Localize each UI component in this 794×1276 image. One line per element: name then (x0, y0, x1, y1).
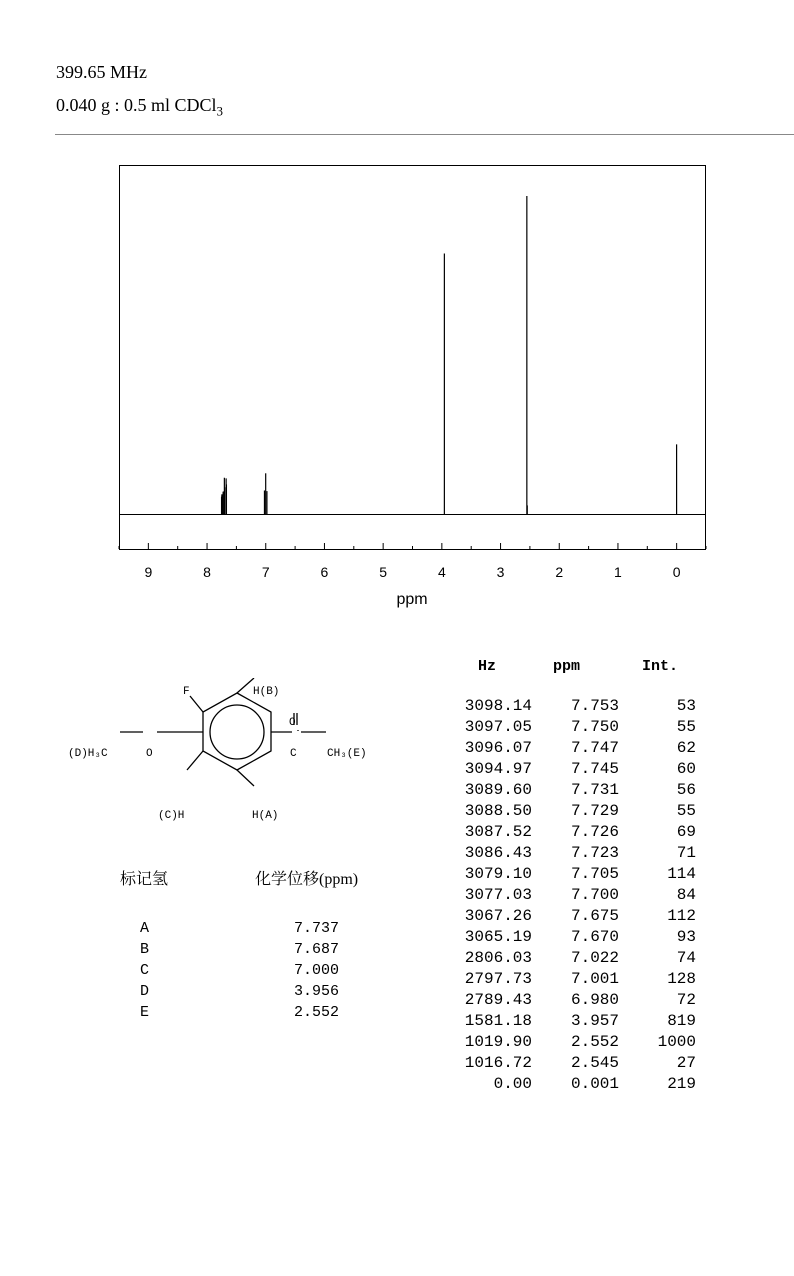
peak-int: 819 (667, 1012, 696, 1030)
peak-hz: 3094.97 (464, 760, 532, 778)
peak-int: 55 (676, 802, 696, 820)
assignment-shift: 7.000 (294, 962, 340, 979)
atom-ch3e: CH₃(E) (327, 748, 367, 760)
assignment-label: A (140, 920, 150, 937)
peak-int: 93 (676, 928, 696, 946)
peak-ppm: 7.753 (570, 697, 619, 715)
atom-c-carbonyl: C (290, 748, 297, 760)
peak-int: 62 (676, 739, 696, 757)
bond-ha (237, 770, 254, 786)
peak-int: 84 (676, 886, 696, 904)
peak-hz: 3087.52 (464, 823, 532, 841)
peak-int: 74 (676, 949, 696, 967)
peak-ppm: 7.750 (570, 718, 619, 736)
peak-int: 219 (667, 1075, 696, 1093)
peak-ppm: 3.957 (570, 1012, 619, 1030)
peak-hz: 1016.72 (464, 1054, 532, 1072)
peak-int: 69 (676, 823, 696, 841)
plot-frame (120, 166, 706, 550)
int-column-header: Int. (642, 658, 679, 675)
peak-ppm: 7.726 (570, 823, 619, 841)
peak-ppm: 2.552 (570, 1033, 619, 1051)
peak-hz: 3089.60 (464, 781, 532, 799)
assignment-label: D (140, 983, 150, 1000)
atom-hb: H(B) (253, 686, 280, 698)
peak-hz: 2806.03 (464, 949, 532, 967)
peak-hz: 3067.26 (464, 907, 532, 925)
peak-hz: 1581.18 (464, 1012, 532, 1030)
peak-hz: 3088.50 (464, 802, 532, 820)
x-tick-label: 6 (320, 564, 329, 580)
peak-ppm: 7.731 (570, 781, 619, 799)
peak-hz: 3065.19 (464, 928, 532, 946)
peak-int: 55 (676, 718, 696, 736)
peak-int: 56 (676, 781, 696, 799)
peak-ppm: 7.675 (570, 907, 619, 925)
peak-hz: 3077.03 (464, 886, 532, 904)
x-tick-label: 7 (261, 564, 270, 580)
bond-hb (237, 678, 254, 693)
x-tick-label: 1 (614, 564, 622, 580)
peak-hz: 3098.14 (464, 697, 532, 715)
peak-ppm: 7.700 (570, 886, 619, 904)
x-axis-label: ppm (396, 591, 428, 608)
peak-int: 72 (676, 991, 696, 1009)
hz-column-header: Hz (478, 658, 497, 675)
molecule-structure (60, 678, 390, 828)
assignment-label: B (140, 941, 150, 958)
peak-hz: 1019.90 (464, 1033, 532, 1051)
assignment-shift: 3.956 (294, 983, 340, 1000)
x-tick-label: 2 (555, 564, 564, 580)
peak-int: 1000 (657, 1033, 696, 1051)
atom-hc: (C)H (158, 810, 185, 822)
atom-ha: H(A) (252, 810, 279, 822)
peak-hz: 3079.10 (464, 865, 532, 883)
assignment-shift: 7.737 (294, 920, 340, 937)
x-tick-label: 3 (496, 564, 505, 580)
x-tick-label: 8 (203, 564, 211, 580)
sample-text: 0.040 g : 0.5 ml CDCl (56, 95, 217, 115)
atom-f: F (183, 686, 190, 698)
assignment-label: E (140, 1004, 150, 1021)
peak-int: 112 (667, 907, 696, 925)
peak-ppm: 2.545 (570, 1054, 619, 1072)
peak-int: 60 (676, 760, 696, 778)
peak-hz: 3097.05 (464, 718, 532, 736)
assignment-label: C (140, 962, 150, 979)
assignment-shift: 2.552 (294, 1004, 340, 1021)
peak-ppm: 6.980 (570, 991, 619, 1009)
label-column-header: 标记氢 (120, 871, 169, 888)
peak-hz: 3086.43 (464, 844, 532, 862)
shift-column-header: 化学位移(ppm) (255, 871, 359, 888)
peak-ppm: 7.670 (570, 928, 619, 946)
assignment-shift: 7.687 (294, 941, 340, 958)
x-tick-label: 9 (144, 564, 153, 580)
x-tick-label: 5 (379, 564, 388, 580)
spectrometer-frequency: 399.65 MHz (56, 62, 147, 82)
peak-hz: 0.00 (493, 1075, 532, 1093)
ppm-column-header: ppm (553, 658, 581, 675)
peak-ppm: 7.729 (570, 802, 619, 820)
peak-hz: 2789.43 (464, 991, 532, 1009)
sample-subscript: 3 (216, 103, 224, 119)
peak-int: 27 (676, 1054, 696, 1072)
bond-f (190, 696, 203, 712)
peak-int: 114 (667, 865, 696, 883)
peak-int: 53 (676, 697, 696, 715)
x-tick-label: 4 (437, 564, 446, 580)
peak-ppm: 7.022 (570, 949, 619, 967)
peak-hz: 2797.73 (464, 970, 532, 988)
x-tick-label: 0 (672, 564, 681, 580)
bond-hc (187, 751, 203, 770)
peak-int: 128 (667, 970, 696, 988)
peak-ppm: 7.747 (570, 739, 619, 757)
peak-ppm: 0.001 (570, 1075, 619, 1093)
aromatic-circle (210, 705, 264, 759)
peak-ppm: 7.001 (570, 970, 619, 988)
atom-o-methoxy: O (146, 748, 153, 760)
atom-o-carbonyl: O (289, 717, 296, 729)
peak-ppm: 7.745 (570, 760, 619, 778)
peak-hz: 3096.07 (464, 739, 532, 757)
peak-ppm: 7.705 (570, 865, 619, 883)
peak-int: 71 (676, 844, 696, 862)
peak-ppm: 7.723 (570, 844, 619, 862)
atom-methoxy: (D)H₃C (68, 748, 108, 760)
